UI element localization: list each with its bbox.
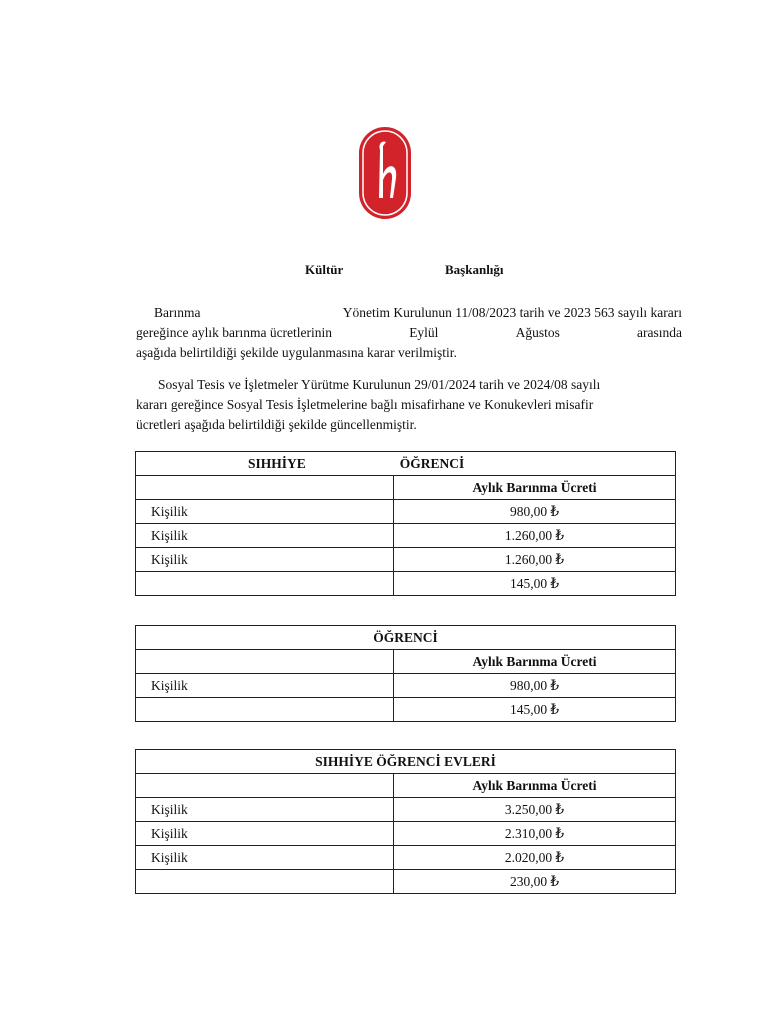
paragraph-barinma: [136, 303, 682, 363]
fee-table-ogrenci: [135, 625, 676, 722]
heading-left: Kültür: [305, 262, 344, 277]
table-row: [136, 524, 676, 548]
table-row: [136, 698, 676, 722]
row-label: Kişilik: [136, 500, 394, 524]
paragraph-line: [136, 323, 682, 343]
row-label: Kişilik: [136, 548, 394, 572]
table-row: [136, 798, 676, 822]
row-label: Kişilik: [136, 798, 394, 822]
table-cell-empty: [136, 774, 394, 798]
text-segment: Barınma: [154, 305, 201, 320]
fee-table-sihhiye-ogrenci: [135, 451, 676, 596]
row-value: 980,00 ₺: [394, 500, 676, 524]
row-value: 980,00 ₺: [394, 674, 676, 698]
table-row: [136, 846, 676, 870]
table-header-row: [136, 774, 676, 798]
row-label: Kişilik: [136, 524, 394, 548]
text-segment: Yönetim Kurulunun 11/08/2023 tarih ve 2023 563 sayılı kararı: [342, 305, 682, 320]
row-label: Kişilik: [136, 846, 394, 870]
paragraph-line: [136, 303, 682, 323]
column-header: Aylık Barınma Ücreti: [394, 476, 676, 500]
table-header-row: [136, 650, 676, 674]
text-segment: Eylül: [409, 325, 439, 340]
row-value: 230,00 ₺: [394, 870, 676, 894]
hacettepe-h-logo-icon: [358, 126, 412, 220]
text-segment: Ağustos: [515, 325, 560, 340]
table-title: ÖĞRENCİ: [136, 626, 676, 650]
column-header: Aylık Barınma Ücreti: [394, 650, 676, 674]
text-segment: gereğince aylık barınma ücretlerinin: [136, 325, 333, 340]
table-row: [136, 822, 676, 846]
column-header: Aylık Barınma Ücreti: [394, 774, 676, 798]
row-value: 1.260,00 ₺: [394, 524, 676, 548]
table-title: SIHHİYE ÖĞRENCİ EVLERİ: [136, 750, 676, 774]
table-row: [136, 500, 676, 524]
fee-table-sihhiye-ogrenci-evleri: [135, 749, 676, 894]
table-row: [136, 548, 676, 572]
text-segment: arasında: [636, 325, 682, 340]
row-label: Kişilik: [136, 822, 394, 846]
paragraph-line: kararı gereğince Sosyal Tesis İşletmelerine bağlı misafirhane ve Konukevleri misafir: [136, 397, 594, 412]
heading-right: Başkanlığı: [445, 262, 504, 277]
table-header-row: [136, 476, 676, 500]
row-value: 2.310,00 ₺: [394, 822, 676, 846]
paragraph-sosyal-tesis: [136, 375, 682, 435]
row-label: [136, 870, 394, 894]
table-title-row: [136, 626, 676, 650]
paragraph-line: Sosyal Tesis ve İşletmeler Yürütme Kurulunun 29/01/2024 tarih ve 2024/08 sayılı: [158, 377, 601, 392]
paragraph-line: aşağıda belirtildiği şekilde uygulanmasına karar verilmiştir.: [136, 345, 457, 360]
table-row: [136, 572, 676, 596]
row-label: Kişilik: [136, 674, 394, 698]
table-cell-empty: [136, 650, 394, 674]
table-row: [136, 870, 676, 894]
table-title-row: [136, 750, 676, 774]
table-title-row: [136, 452, 676, 476]
paragraph-line: ücretleri aşağıda belirtildiği şekilde güncellenmiştir.: [136, 417, 417, 432]
row-value: 145,00 ₺: [394, 572, 676, 596]
row-value: 1.260,00 ₺: [394, 548, 676, 572]
row-value: 145,00 ₺: [394, 698, 676, 722]
table-title: [136, 452, 676, 476]
university-logo: [358, 126, 412, 220]
table-row: [136, 674, 676, 698]
table-title-left: SIHHİYE: [248, 455, 306, 471]
row-label: [136, 572, 394, 596]
row-value: 3.250,00 ₺: [394, 798, 676, 822]
table-title-right: ÖĞRENCİ: [399, 455, 465, 471]
row-value: 2.020,00 ₺: [394, 846, 676, 870]
table-cell-empty: [136, 476, 394, 500]
row-label: [136, 698, 394, 722]
